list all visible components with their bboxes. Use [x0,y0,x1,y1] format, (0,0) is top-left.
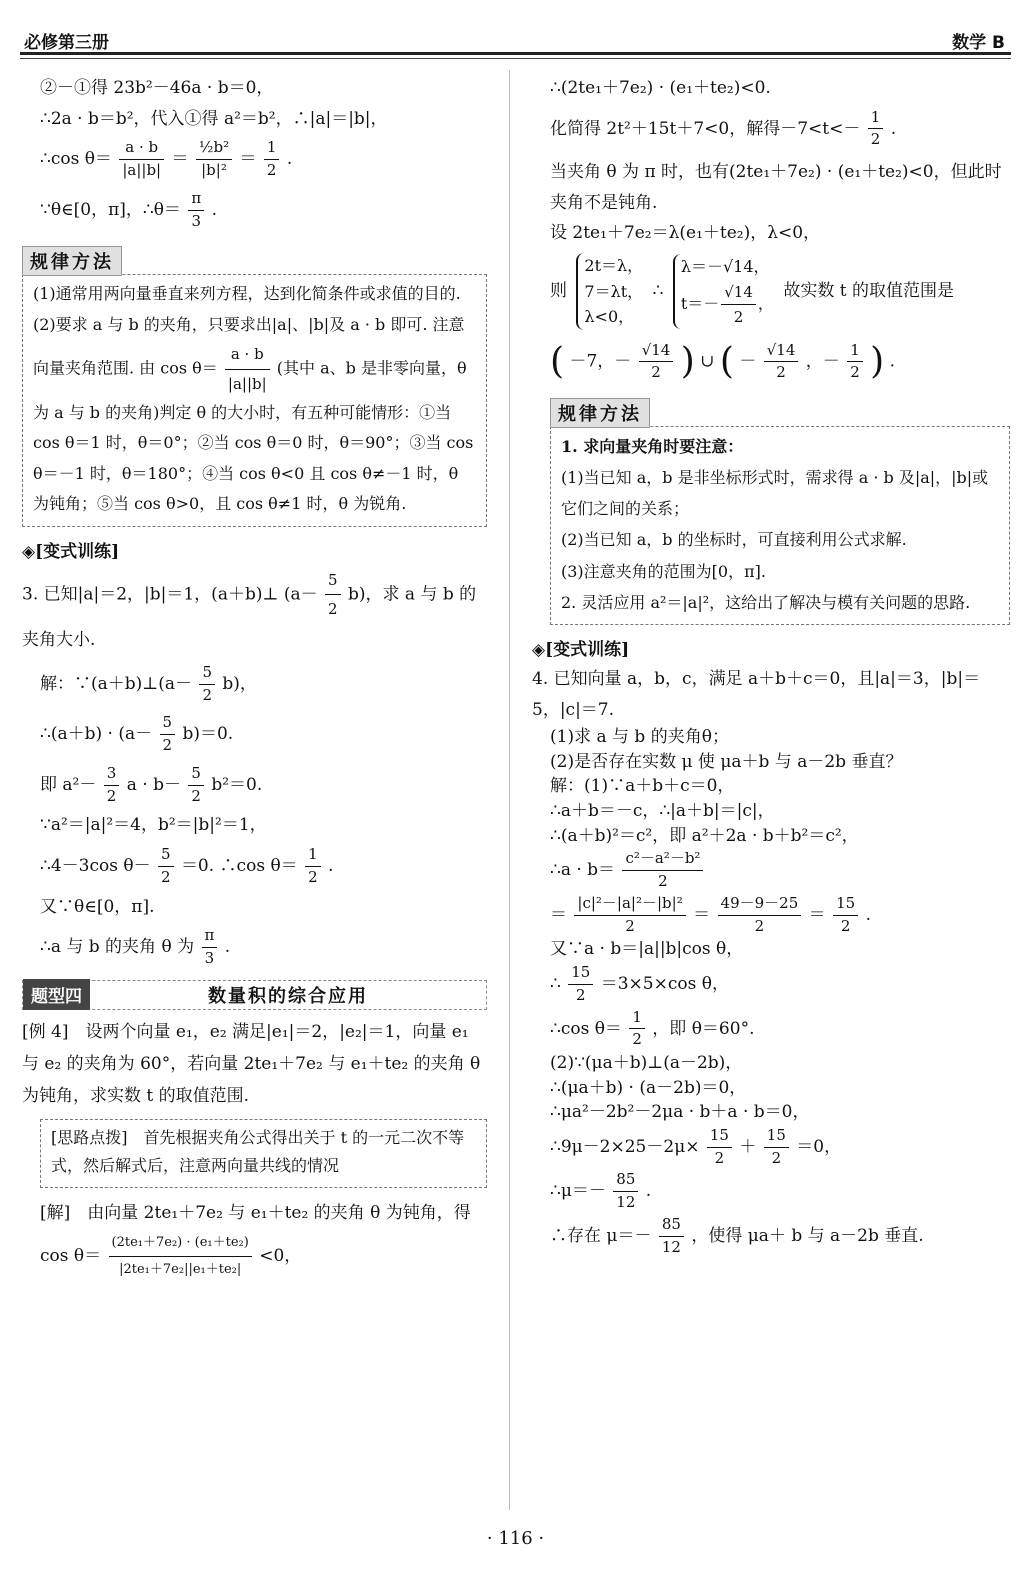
method-item: (1)通常用两向量垂直来列方程，达到化简条件或求值的目的. [33,284,461,304]
numerator: 3 [104,763,120,786]
text: b)，求 a 与 b 的夹角大小. [22,584,477,650]
text: ∴9μ－2×25－2μ× [550,1136,700,1157]
text: － [739,351,757,372]
numerator: 5 [158,844,174,867]
fraction [659,1214,684,1259]
numerator: c²－a²－b² [622,848,703,871]
denominator: 2 [328,600,338,619]
text: ， [757,293,774,313]
right-column [532,70,1010,1258]
denominator: |a||b| [122,161,162,180]
text: . [889,351,895,372]
section-bar [22,980,487,1010]
numerator: 1 [847,340,863,363]
text: ∴4－3cos θ－ [40,855,151,876]
fraction [639,340,674,385]
numerator: 5 [160,712,176,735]
fraction [613,1169,638,1214]
line [532,1214,1010,1259]
header-rule [20,52,1011,55]
text: (其中 a、b 是非零向量，θ 为 a 与 b 的夹角)判定 θ 的大小时，有五种可能情形：①当 cos θ＝1 时，θ＝0°；②当 cos θ＝0 时，θ＝90°；③当 cos θ＝－1 时，θ＝180°；④当 cos θ<0 且 cos θ≠－1 时，θ 为钝角；⑤当 cos θ>0，且 cos θ≠1 时，θ 为锐角. [33,358,474,514]
text: 即 a²－ [40,774,97,795]
hint-text: [思路点拨] 首先根据夹角公式得出关于 t 的一元二次不等式，然后解式后，注意两向量共线的情况 [51,1127,465,1176]
fraction [847,340,863,385]
method-box-body [22,274,487,526]
numerator: a · b [225,340,270,370]
text: . [286,149,293,170]
text: <0， [259,1246,302,1267]
fraction [196,137,232,182]
denominator: 2 [106,786,117,805]
numerator: 5 [188,763,204,786]
question-3 [22,566,487,656]
text: ∴存在 μ＝－ [550,1225,652,1246]
fraction [574,893,685,938]
paren: ( [719,340,734,382]
numerator: |c|²－|a|²－|b|² [574,893,685,916]
system-line [532,253,1010,330]
numerator: 85 [613,1169,638,1192]
denominator: 2 [771,1148,782,1167]
fraction [160,712,176,757]
denominator: 2 [754,916,765,935]
denominator: 2 [733,307,744,326]
numerator: 5 [325,566,341,596]
fraction [568,962,593,1007]
denominator: |2te₁＋7e₂||e₁＋te₂| [119,1262,242,1278]
numerator: 15 [833,893,858,916]
line: ∴μa²－2b²－2μa · b＋a · b＝0， [550,1102,810,1123]
method-item [33,310,478,520]
text: ∴a 与 b 的夹角 θ 为 [40,936,195,957]
numerator: a · b [119,137,164,160]
equation: λ＝－√14， [680,257,770,277]
denominator: 2 [840,916,851,935]
numerator: 1 [629,1007,645,1030]
example-4: [例 4] 设两个向量 e₁，e₂ 满足|e₁|＝2，|e₂|＝1，向量 e₁ 与 e₂ 的夹角为 60°，若向量 2te₁＋7e₂ 与 e₁＋te₂ 的夹角 θ 为钝角，求实数 t 的取值范围. [22,1021,481,1107]
line: ②－①得 23b²－46a · b＝0， [40,78,274,98]
fraction [707,1125,732,1170]
section-title: 数量积的综合应用 [208,985,368,1007]
numerator: π [188,188,204,211]
text: [解] 由向量 2te₁＋7e₂ 与 e₁＋te₂ 的夹角 θ 为钝角，得 cos θ＝ [40,1203,471,1267]
denominator: |a||b| [227,374,267,393]
line: ∵a²＝|a|²＝4，b²＝|b|²＝1， [40,815,267,836]
line [22,188,487,233]
line [532,1007,1010,1052]
line [532,107,1010,152]
text: (a－ [118,724,153,745]
line [22,662,487,707]
denominator: 12 [661,1237,681,1256]
text: 化简得 2t²＋15t＋7<0，解得－7<t<－ [550,118,861,139]
denominator: 2 [870,130,881,149]
method-box-title: 规律方法 [22,246,122,276]
section-tag: 题型四 [23,979,90,1010]
line [532,893,1010,938]
denominator: 2 [850,363,860,382]
fraction [119,137,164,182]
fraction [225,340,270,398]
denominator: 2 [714,1148,725,1167]
line [532,1125,1010,1170]
fraction [622,848,703,893]
denominator: 2 [576,985,586,1004]
equation: 7＝λt， [584,281,644,301]
denominator: 2 [191,786,201,805]
line: ∴2a · b＝b²，代入①得 a²＝b²，∴|a|＝|b|， [40,108,388,129]
text: (2)要求 a 与 b 的夹角，只要求出|a|、|b|及 a · b 即可. 注意向量夹角范围. 由 cos θ＝ [33,314,465,378]
text: (a－ [158,673,193,694]
text: . [224,936,231,957]
text: 故实数 t 的取值范围是 [783,280,954,301]
paren: ) [870,340,885,382]
fraction [764,1125,789,1170]
equation: λ<0， [584,307,635,327]
fraction [264,137,280,182]
solution [22,1196,487,1283]
fraction [158,844,174,889]
line: ∴(2te₁＋7e₂) · (e₁＋te₂)<0. [550,78,771,98]
line: (2)∵(μa＋b)⊥(a－2b)， [550,1053,743,1074]
text: ∴cos θ＝ [550,1018,622,1039]
denominator: 2 [632,1030,642,1049]
fraction [188,763,204,808]
denominator: 2 [162,736,173,755]
line [532,848,1010,893]
fraction [629,1007,645,1052]
left-column [22,70,487,1283]
page-number: · 116 · [486,1528,545,1549]
line [22,712,487,757]
fraction [104,763,120,808]
text: t＝－ [680,293,720,313]
line: (2)是否存在实数 μ 使 μa＋b 与 a－2b 垂直？ [550,751,903,772]
fraction [868,107,884,152]
answer-interval [532,336,1010,388]
text: ∪ [700,351,715,372]
numerator: 1 [305,844,321,867]
numerator: π [202,925,218,948]
equation: 2t＝λ， [584,255,644,275]
page-header [20,14,1011,53]
question-4: 4. 已知向量 a，b，c，满足 a＋b＋c＝0，且|a|＝3，|b|＝5，|c|＝7. [532,669,981,720]
paren: ) [680,340,695,382]
text: ＝ [239,149,257,170]
method-item: (3)注意夹角的范围为[0，π]. [561,561,766,581]
line [22,925,487,970]
method-box-title: 规律方法 [550,398,650,428]
fraction [325,566,341,624]
method-item: 1. 求向量夹角时要注意： [561,436,744,456]
line: 当夹角 θ 为 π 时，也有(2te₁＋7e₂) · (e₁＋te₂)<0，但此时夹角不是钝角. [550,162,1002,213]
method-box [550,398,1010,625]
text: (a－ [283,584,318,605]
text: ＋ [739,1136,757,1157]
fraction [721,280,756,329]
numerator: (2te₁＋7e₂) · (e₁＋te₂) [109,1230,252,1257]
fraction [199,662,215,707]
text: . [211,199,218,220]
text: . [890,118,897,139]
numerator: √14 [639,340,674,363]
numerator: √14 [721,280,756,305]
numerator: 15 [764,1125,789,1148]
equation [681,280,774,329]
denominator: 12 [616,1193,636,1212]
numerator: 1 [264,137,280,160]
fraction [833,893,858,938]
numerator: 49－9－25 [718,893,802,916]
text: ＝ [808,904,826,925]
equation-system [576,253,643,330]
exercise-title: ◈[变式训练] [22,541,120,562]
numerator: 5 [199,662,215,685]
line: 又∵θ∈[0，π]. [40,896,155,917]
text: b²＝0. [211,774,263,795]
denominator: 3 [191,211,202,230]
denominator: 2 [625,916,635,935]
text: ＝3×5×cos θ， [600,973,729,994]
denominator: 2 [202,685,213,704]
fraction [188,188,204,233]
line: ∴a＋b＝－c，∴|a＋b|＝|c|， [550,801,775,822]
numerator: 85 [659,1214,684,1237]
fraction [109,1230,252,1283]
line: ∴(μa＋b) · (a－2b)＝0， [550,1077,747,1098]
exercise-title: ◈[变式训练] [532,640,630,661]
equation-system [673,254,774,329]
text: ＝0. ∴cos θ＝ [180,855,298,876]
text: －7，－ [569,351,632,372]
text: 解：∵(a＋b)⊥ [40,673,159,694]
text: b)＝0. [182,724,234,745]
text: ＝ [550,904,567,925]
text: . [645,1181,652,1202]
header-book: 必修第三册 [24,33,109,53]
denominator: |b|² [201,161,227,180]
text: ∴cos θ＝ [40,149,112,170]
column-divider [509,70,510,1510]
method-box-body [550,426,1010,625]
text: ＝0， [796,1136,842,1157]
fraction [718,893,802,938]
text: ，－ [805,351,840,372]
header-rule-thin [20,58,1011,59]
denominator: 3 [204,948,215,967]
line [22,137,487,182]
text: ∴a · b＝ [550,860,616,881]
paren: ( [550,340,565,382]
line: 解：(1)∵a＋b＋c＝0， [550,776,735,797]
text: ∴(a＋b) · [40,724,119,745]
denominator: 2 [266,161,277,180]
numerator: √14 [764,340,799,363]
text: . [328,855,334,876]
text: ＝ [693,904,711,925]
line: 设 2te₁＋7e₂＝λ(e₁＋te₂)，λ<0， [550,223,821,244]
text: 则 [550,280,567,301]
text: . [865,904,871,925]
text: ＝ [171,149,189,170]
line: (1)求 a 与 b 的夹角θ； [550,727,729,748]
line [22,763,487,808]
method-box [22,246,487,526]
text: ，使得 μa＋ b 与 a－2b 垂直. [691,1225,924,1246]
numerator: 1 [868,107,884,130]
numerator: ½b² [196,137,232,160]
text: ∴ [652,280,664,301]
line [532,962,1010,1007]
fraction [764,340,799,385]
line: ∴(a＋b)²＝c²，即 a²＋2a · b＋b²＝c²， [550,825,859,846]
denominator: 2 [308,867,318,886]
text: 3. 已知|a|＝2，|b|＝1，(a＋b)⊥ [22,584,279,605]
header-subject: 数学 B [952,33,1005,53]
numerator: 15 [568,962,593,985]
line [532,1169,1010,1214]
denominator: 2 [160,867,171,886]
denominator: 2 [658,872,668,891]
text: ∴μ＝－ [550,1181,606,1202]
text: ，即 θ＝60°. [652,1018,755,1039]
method-item: (1)当已知 a，b 是非坐标形式时，需求得 a · b 及|a|，|b|或它们之间的关系； [561,468,989,519]
fraction [202,925,218,970]
text: b)， [222,673,257,694]
method-item: 2. 灵活应用 a²＝|a|²，这给出了解决与模有关问题的思路. [561,592,971,612]
line: 又∵a · b＝|a||b|cos θ， [550,939,744,960]
method-item: (2)当已知 a，b 的坐标时，可直接利用公式求解. [561,530,907,550]
numerator: 15 [707,1125,732,1148]
denominator: 2 [651,363,661,382]
hint-box [40,1119,487,1189]
text: ∴ [550,973,561,994]
text: a · b－ [126,774,181,795]
line [22,844,487,889]
denominator: 2 [776,363,786,382]
text: ∵θ∈[0，π]，∴θ＝ [40,199,181,220]
fraction [305,844,321,889]
